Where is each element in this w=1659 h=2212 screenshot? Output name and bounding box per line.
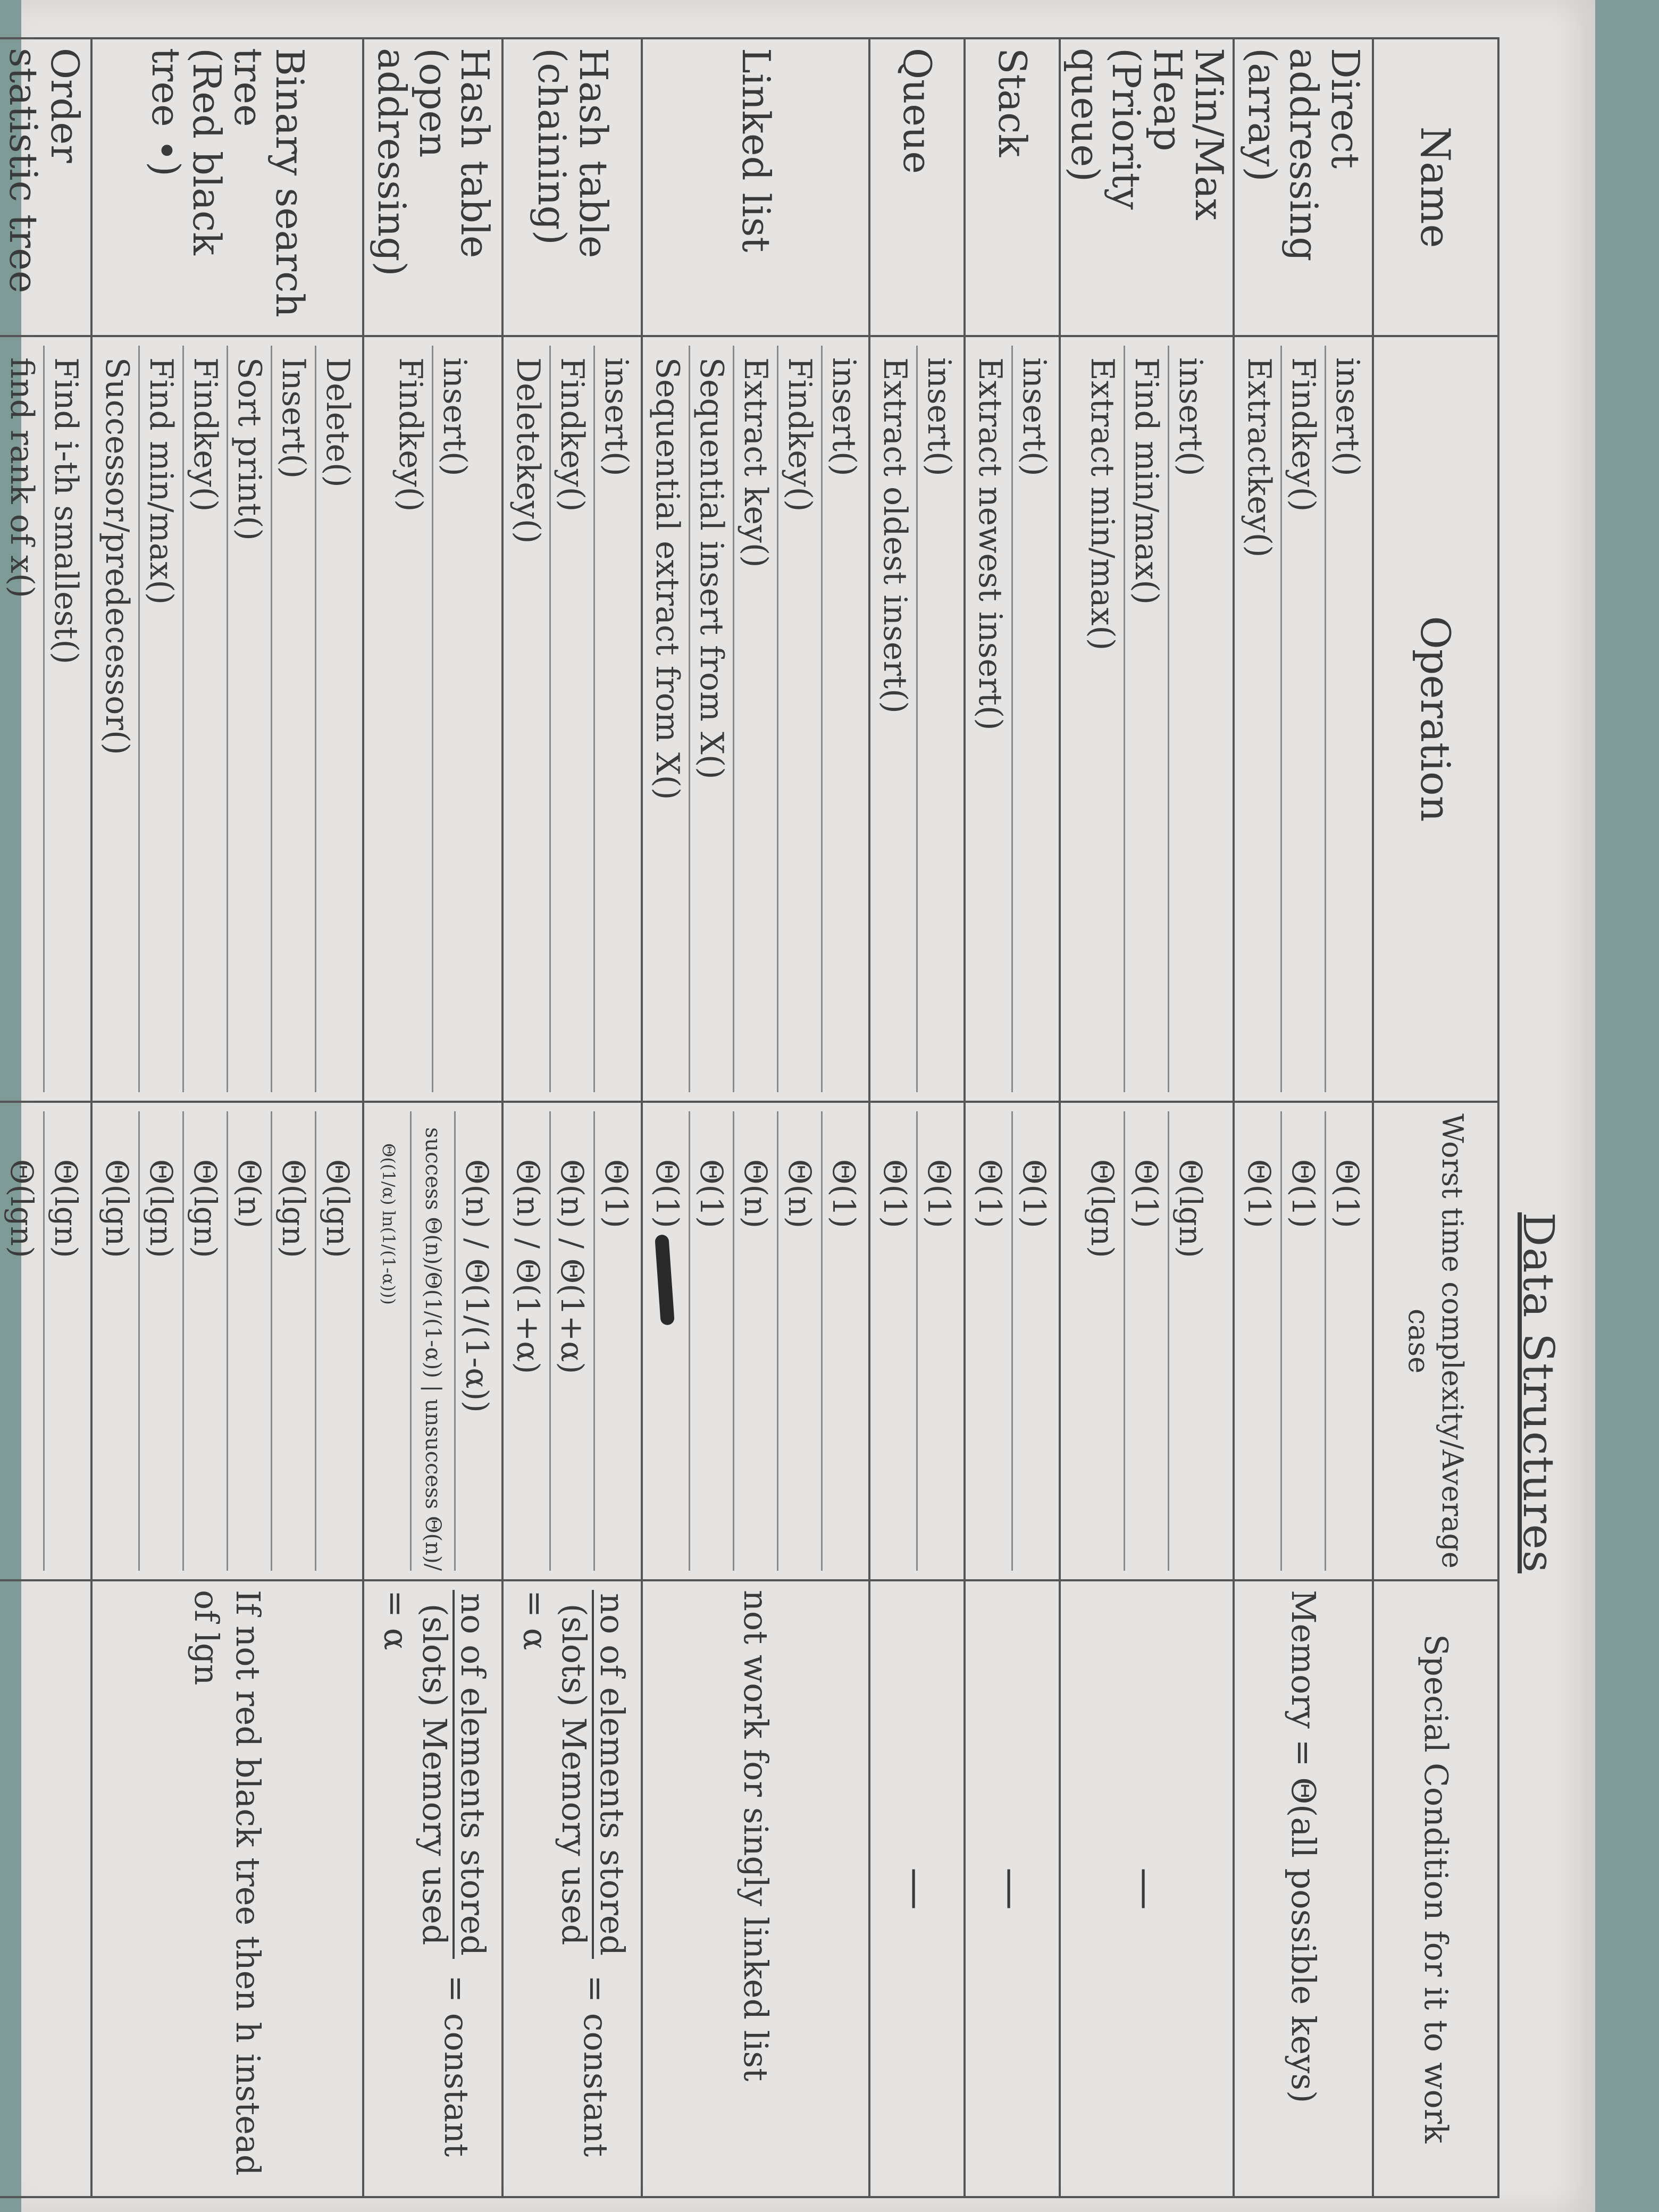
operations-cell	[1234, 336, 1373, 1102]
special-condition: —	[965, 1580, 1060, 2197]
data-structures-table	[0, 37, 1499, 2198]
table-row	[1060, 38, 1234, 2197]
complexity-item: Θ(lgn)	[4, 1159, 40, 1258]
complexity-item: Θ(1)	[972, 1159, 1008, 1228]
complexity-cell	[502, 1102, 642, 1580]
operation-item: insert()	[1325, 346, 1369, 1092]
operations-cell	[363, 336, 502, 1102]
complexity-cell	[965, 1102, 1060, 1580]
operation-item: Find min/max()	[138, 346, 182, 1092]
operation-item: Findkey()	[392, 357, 430, 512]
operations-cell	[965, 336, 1060, 1102]
operation-item: Deletekey()	[509, 357, 547, 544]
operation-item: insert()	[432, 346, 476, 1092]
special-condition	[0, 1580, 91, 2197]
table-header-row	[1373, 38, 1498, 2197]
fraction-result: = constant = α	[376, 1590, 476, 2157]
complexity-item: Θ(1)	[1016, 1159, 1052, 1228]
rotated-sheet	[1, 0, 1595, 2212]
structure-name: Hash table (open addressing)	[363, 38, 502, 336]
operations-cell	[869, 336, 965, 1102]
operation-item: Extract oldest insert()	[876, 357, 914, 714]
operation-item: Insert()	[271, 346, 315, 1092]
complexity-item: Θ(1)	[1329, 1159, 1365, 1228]
table-row	[502, 38, 642, 2197]
complexity-item: success Θ(n)/Θ(1/(1-α)) | unsuccess Θ(n)/	[421, 1127, 445, 1571]
complexity-item: Θ(lgn)	[99, 1159, 135, 1258]
operation-item: Find min/max()	[1124, 346, 1168, 1092]
special-condition: not work for singly linked list	[642, 1580, 869, 2197]
complexity-item: Θ(lgn)	[187, 1159, 223, 1258]
table-row	[642, 38, 869, 2197]
header-operation: Operation	[1373, 336, 1498, 1102]
header-special-condition: Special Condition for it to work	[1373, 1580, 1498, 2197]
operation-item: Sequential extract from X()	[649, 357, 686, 800]
complexity-item: Θ(1)	[598, 1159, 634, 1228]
scribble-mark	[655, 1234, 675, 1325]
operation-item: insert()	[593, 346, 638, 1092]
operation-item: insert()	[821, 346, 865, 1092]
notebook-page	[1, 0, 1595, 2212]
structure-name: Order statistic tree	[0, 38, 91, 336]
fraction-denominator: (slots) Memory used	[415, 1603, 454, 1946]
operations-cell	[1060, 336, 1234, 1102]
complexity-item: Θ(lgn)	[275, 1159, 312, 1258]
operation-item: Extractkey()	[1241, 357, 1278, 558]
fraction-result: = constant = α	[515, 1590, 615, 2157]
complexity-item: Θ(1)	[877, 1159, 913, 1228]
operation-item: find rank of x()	[3, 357, 40, 598]
table-row	[869, 38, 965, 2197]
table-row	[91, 38, 363, 2197]
complexity-item: Θ(n)	[782, 1159, 818, 1229]
structure-name: Binary search tree (Red black tree •)	[91, 38, 363, 336]
operation-item: Find i-th smallest()	[43, 346, 87, 1092]
special-condition: Memory = Θ(all possible keys)	[1234, 1580, 1373, 2197]
operation-item: Findkey()	[182, 346, 227, 1092]
operation-item: Findkey()	[1280, 346, 1325, 1092]
header-complexity: Worst time complexity/Average case	[1373, 1102, 1498, 1580]
complexity-item: Θ(lgn)	[48, 1159, 84, 1258]
complexity-item: Θ(lgn)	[1084, 1159, 1121, 1258]
operation-item: Findkey()	[777, 346, 821, 1092]
complexity-cell	[1234, 1102, 1373, 1580]
operation-item: Successor/predecessor()	[98, 357, 136, 755]
operation-item: Extract key()	[733, 346, 777, 1092]
structure-name: Stack	[965, 38, 1060, 336]
complexity-cell	[363, 1102, 502, 1580]
complexity-item: Θ(1)	[693, 1159, 730, 1228]
structure-name: Min/Max Heap (Priority queue)	[1060, 38, 1234, 336]
complexity-cell	[869, 1102, 965, 1580]
complexity-item: Θ(1)	[826, 1159, 862, 1228]
header-name: Name	[1373, 38, 1498, 336]
complexity-item: Θ(n) / Θ(1/(1-α))	[459, 1159, 495, 1413]
operations-cell	[642, 336, 869, 1102]
complexity-item: Θ(1)	[1285, 1159, 1321, 1228]
complexity-item: Θ(1)	[921, 1159, 957, 1228]
operation-item: Delete()	[315, 346, 359, 1092]
table-row	[0, 38, 91, 2197]
operations-cell	[502, 336, 642, 1102]
complexity-cell	[1060, 1102, 1234, 1580]
load-factor-fraction	[556, 1590, 630, 1959]
complexity-cell	[642, 1102, 869, 1580]
complexity-item: Θ(n)	[231, 1159, 267, 1229]
table-row	[363, 38, 502, 2197]
structure-name: Hash table (chaining)	[502, 38, 642, 336]
operation-item: insert()	[1168, 346, 1212, 1092]
complexity-item: Θ(1)	[1128, 1159, 1165, 1228]
special-condition: —	[869, 1580, 965, 2197]
operation-item: insert()	[1011, 346, 1055, 1092]
complexity-item: Θ((1/α) ln(1/(1-α)))	[379, 1143, 399, 1305]
complexity-item: Θ(1)	[649, 1159, 685, 1228]
table-body	[0, 38, 1373, 2197]
complexity-cell	[0, 1102, 91, 1580]
complexity-item: Θ(n)	[738, 1159, 774, 1229]
structure-name: Queue	[869, 38, 965, 336]
operations-cell	[0, 336, 91, 1102]
table-row	[965, 38, 1060, 2197]
complexity-item: Θ(lgn)	[1172, 1159, 1209, 1258]
special-condition: If not red black tree then h instead of lgn	[91, 1580, 363, 2197]
fraction-denominator: (slots) Memory used	[554, 1603, 593, 1946]
structure-name: Linked list	[642, 38, 869, 336]
fraction-numerator: no of elements stored	[592, 1590, 630, 1959]
complexity-item: Θ(1)	[1241, 1159, 1277, 1228]
complexity-item: Θ(n) / Θ(1+α)	[554, 1159, 590, 1375]
operations-cell	[91, 336, 363, 1102]
special-condition	[363, 1580, 502, 2197]
complexity-cell	[91, 1102, 363, 1580]
operation-item: Sort print()	[227, 346, 271, 1092]
operation-item: Findkey()	[549, 346, 593, 1092]
load-factor-fraction	[416, 1590, 491, 1959]
special-condition: —	[1060, 1580, 1234, 2197]
table-row	[1234, 38, 1373, 2197]
operation-item: Extract newest insert()	[971, 357, 1009, 731]
complexity-item: Θ(lgn)	[320, 1159, 356, 1258]
operation-item: Extract min/max()	[1084, 357, 1121, 651]
complexity-item: Θ(lgn)	[143, 1159, 179, 1258]
operation-item: Sequential insert from X()	[689, 346, 733, 1092]
complexity-item: Θ(n) / Θ(1+α)	[510, 1159, 546, 1375]
special-condition	[502, 1580, 642, 2197]
fraction-numerator: no of elements stored	[453, 1590, 491, 1959]
page-title: Data Structures	[1514, 1212, 1563, 1573]
structure-name: Direct addressing (array)	[1234, 38, 1373, 336]
operation-item: insert()	[916, 346, 960, 1092]
